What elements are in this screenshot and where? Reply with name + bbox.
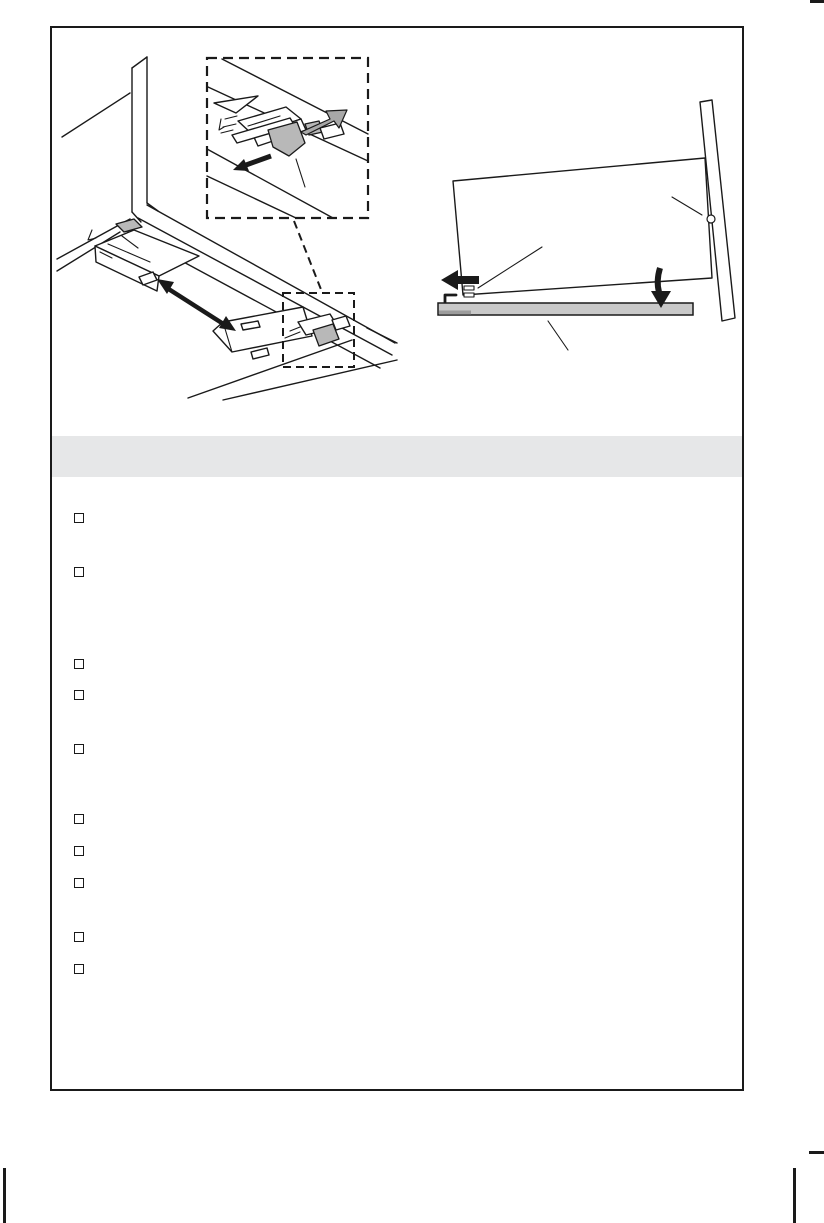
list-bullet-square	[74, 744, 84, 754]
list-bullet-square	[74, 690, 84, 700]
list-bullet-square	[74, 814, 84, 824]
list-bullet-square	[74, 964, 84, 974]
crop-mark-left-vertical	[3, 1168, 6, 1223]
list-bullet-square	[74, 878, 84, 888]
crop-mark-top-right	[810, 0, 824, 3]
list-bullet-square	[74, 659, 84, 669]
list-bullet-square	[74, 513, 84, 523]
crop-mark-right-vertical	[793, 1168, 796, 1223]
list-bullet-square	[74, 932, 84, 942]
crop-mark-right-tick	[809, 1151, 824, 1154]
list-bullet-square	[74, 567, 84, 577]
list-bullet-square	[74, 846, 84, 856]
